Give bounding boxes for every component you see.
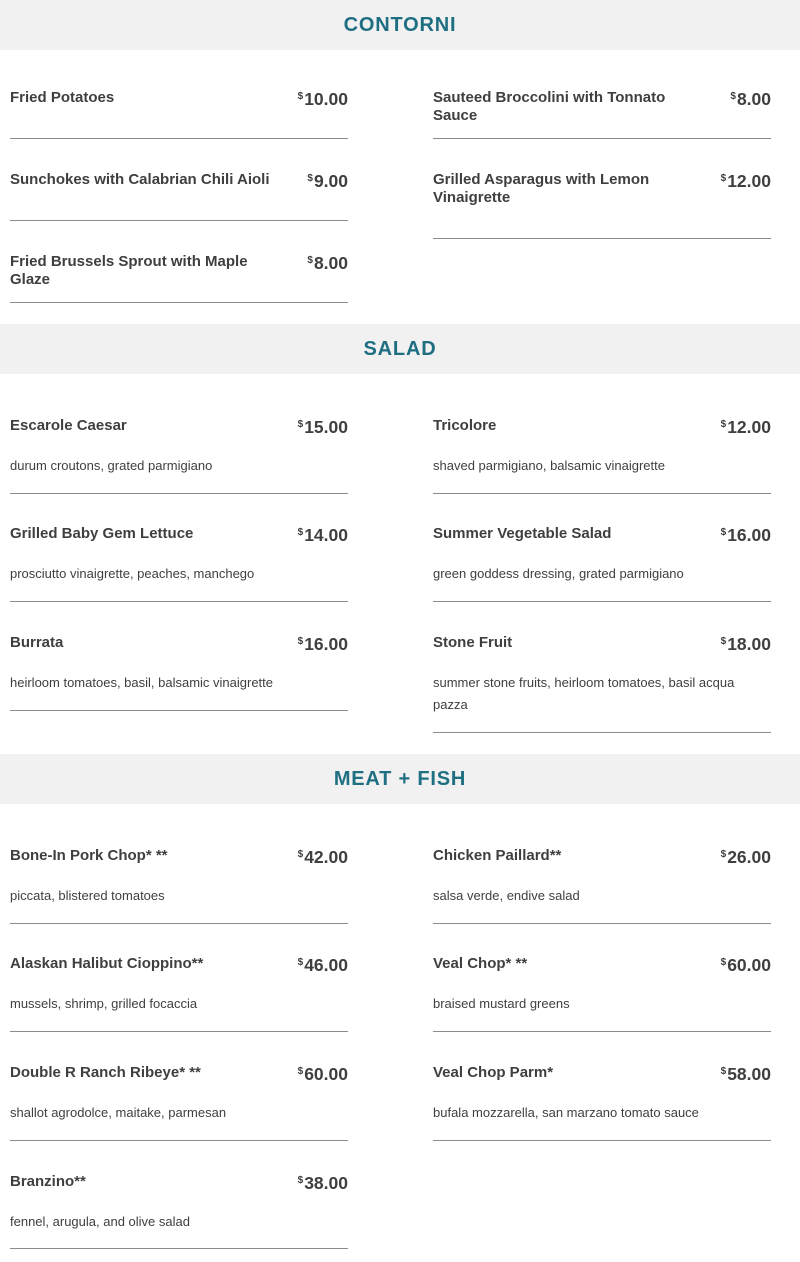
menu-item <box>433 417 771 494</box>
item-price: $12.00 <box>720 417 771 437</box>
item-name: Veal Chop* ** <box>433 955 528 972</box>
item-description: fennel, arugula, and olive salad <box>10 1214 190 1229</box>
item-price: $58.00 <box>720 1064 771 1084</box>
item-description: durum croutons, grated parmigiano <box>10 458 213 473</box>
section-title: CONTORNI <box>343 13 457 36</box>
item-name: Grilled Baby Gem Lettuce <box>10 525 194 542</box>
item-name: Double R Ranch Ribeye* ** <box>10 1064 201 1081</box>
item-price: $8.00 <box>730 89 771 109</box>
section-header-salad <box>0 324 800 374</box>
menu-item <box>10 1141 348 1249</box>
menu-item <box>10 417 348 494</box>
item-price: $60.00 <box>720 955 771 975</box>
item-price: $15.00 <box>297 417 348 437</box>
menu-item <box>10 847 348 924</box>
menu-item <box>433 494 771 602</box>
item-description: piccata, blistered tomatoes <box>10 888 165 903</box>
menu-item <box>10 1032 348 1141</box>
item-price: $42.00 <box>297 847 348 867</box>
item-description: prosciutto vinaigrette, peaches, manchego <box>10 566 255 581</box>
menu-item <box>10 494 348 602</box>
item-description: bufala mozzarella, san marzano tomato sauce <box>433 1105 699 1120</box>
item-price: $8.00 <box>307 253 348 273</box>
item-name: Sunchokes with Calabrian Chili Aioli <box>10 171 270 188</box>
salad-right-column <box>433 417 771 733</box>
menu-item <box>433 847 771 924</box>
item-description: mussels, shrimp, grilled focaccia <box>10 996 198 1011</box>
item-description: salsa verde, endive salad <box>433 888 580 903</box>
section-header-contorni <box>0 0 800 50</box>
item-name: Bone-In Pork Chop* ** <box>10 847 168 864</box>
item-description: braised mustard greens <box>433 996 570 1011</box>
item-price: $16.00 <box>297 634 348 654</box>
item-name: Branzino** <box>10 1173 86 1190</box>
meat-fish-right-column <box>433 847 771 1141</box>
item-name: Summer Vegetable Salad <box>433 525 612 542</box>
menu-item <box>10 89 348 139</box>
item-name: Chicken Paillard** <box>433 847 562 864</box>
contorni-right-column <box>433 89 771 239</box>
item-price: $9.00 <box>307 171 348 191</box>
item-name: Sauteed Broccolini with Tonnato Sauce <box>433 89 666 124</box>
item-price: $16.00 <box>720 525 771 545</box>
item-name: Tricolore <box>433 417 497 434</box>
item-name: Fried Brussels Sprout with Maple Glaze <box>10 253 248 288</box>
menu-item <box>433 89 771 139</box>
item-name: Alaskan Halibut Cioppino** <box>10 955 204 972</box>
item-name: Escarole Caesar <box>10 417 127 434</box>
item-description: summer stone fruits, heirloom tomatoes, basil acqua pazza <box>433 675 735 712</box>
salad-left-column <box>10 417 348 711</box>
contorni-left-column <box>10 89 348 303</box>
item-price: $14.00 <box>297 525 348 545</box>
section-header-meat-fish <box>0 754 800 804</box>
menu-item <box>433 924 771 1032</box>
item-name: Veal Chop Parm* <box>433 1064 554 1081</box>
item-name: Stone Fruit <box>433 634 513 651</box>
meat-fish-left-column <box>10 847 348 1249</box>
item-description: shaved parmigiano, balsamic vinaigrette <box>433 458 665 473</box>
menu-item <box>10 139 348 221</box>
menu-item <box>433 139 771 239</box>
item-description: green goddess dressing, grated parmigiano <box>433 566 684 581</box>
item-price: $26.00 <box>720 847 771 867</box>
menu-item <box>433 1032 771 1141</box>
item-description: shallot agrodolce, maitake, parmesan <box>10 1105 227 1120</box>
section-title: MEAT + FISH <box>333 767 467 790</box>
menu-item <box>10 221 348 303</box>
item-name: Fried Potatoes <box>10 89 115 106</box>
menu-item <box>10 924 348 1032</box>
item-price: $60.00 <box>297 1064 348 1084</box>
item-name: Grilled Asparagus with Lemon Vinaigrette <box>433 171 650 206</box>
item-price: $38.00 <box>297 1173 348 1193</box>
item-price: $12.00 <box>720 171 771 191</box>
item-price: $18.00 <box>720 634 771 654</box>
menu-item <box>10 602 348 711</box>
item-price: $46.00 <box>297 955 348 975</box>
section-title: SALAD <box>363 337 437 360</box>
item-price: $10.00 <box>297 89 348 109</box>
item-description: heirloom tomatoes, basil, balsamic vinaigrette <box>10 675 274 690</box>
menu-item <box>433 602 771 733</box>
item-name: Burrata <box>10 634 64 651</box>
